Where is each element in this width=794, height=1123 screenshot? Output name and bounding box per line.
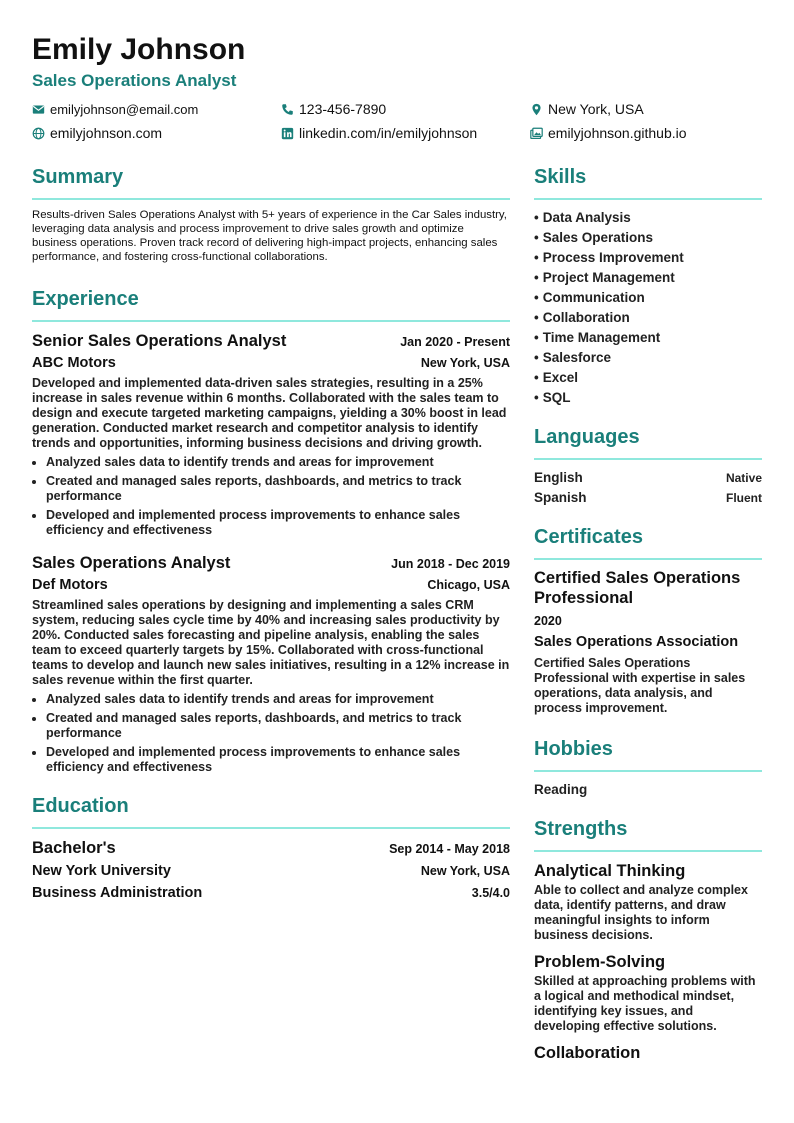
contact-location-text: New York, USA	[548, 101, 644, 117]
main-column	[32, 164, 510, 1076]
side-column	[534, 164, 762, 1076]
contact-phone-text: 123-456-7890	[299, 101, 387, 117]
contact-phone[interactable]	[281, 100, 530, 118]
skill-item: • Excel	[534, 368, 762, 388]
job-description: Streamlined sales operations by designing and implementing a sales CRM system, reducing sales cycle time by 40% and increasing sales productivity by 20%. Conducted sales forecasting and pipeline analysis, enabling the sales team to exceed quarterly targets by 15%. Collaborated with cross-functional teams to develop and launch new sales initiatives, resulting in a 12% increase in sales revenue within the first quarter.	[32, 598, 510, 687]
summary-heading: Summary	[32, 164, 510, 200]
skill-item: • Project Management	[534, 268, 762, 288]
edu-dates: Sep 2014 - May 2018	[389, 842, 510, 856]
language-level: Native	[725, 471, 762, 485]
certificates-section	[534, 524, 762, 716]
candidate-role: Sales Operations Analyst	[32, 71, 237, 90]
job-dates: Jun 2018 - Dec 2019	[391, 557, 510, 571]
education-section	[32, 793, 510, 904]
language-level: Fluent	[726, 491, 762, 505]
email-icon	[32, 103, 45, 116]
job-bullet: • Created and managed sales reports, dashboards, and metrics to track performance	[46, 711, 510, 741]
certificate-org: Sales Operations Association	[534, 634, 739, 650]
language-item	[534, 488, 762, 508]
resume-page	[32, 32, 762, 1076]
job-dates: Jan 2020 - Present	[400, 335, 510, 349]
languages-heading: Languages	[534, 424, 762, 460]
strength-title: Collaboration	[534, 1044, 641, 1062]
strengths-section	[534, 816, 762, 1064]
job-location: New York, USA	[420, 356, 510, 370]
hobbies-section	[534, 736, 762, 800]
contact-email[interactable]	[32, 100, 281, 118]
job-title: Sales Operations Analyst	[32, 554, 231, 572]
job-bullets	[32, 692, 510, 775]
strength-title: Problem-Solving	[534, 953, 666, 971]
globe-icon	[32, 127, 45, 140]
skill-item: • Data Analysis	[534, 208, 762, 228]
language-item	[534, 468, 762, 488]
contact-location	[530, 100, 762, 118]
experience-heading: Experience	[32, 286, 510, 322]
job-bullet: • Developed and implemented process improvements to enhance sales efficiency and effectiveness	[46, 508, 510, 538]
skill-item: • Process Improvement	[534, 248, 762, 268]
education-heading: Education	[32, 793, 510, 829]
skills-section	[534, 164, 762, 408]
contact-website[interactable]	[32, 124, 281, 142]
strength-description: Able to collect and analyze complex data, identify patterns, and draw meaningful insights to inform business decisions.	[534, 883, 748, 942]
hobby-item: Reading	[534, 782, 588, 797]
summary-text: Results-driven Sales Operations Analyst with 5+ years of experience in the Car Sales industry, leveraging data analysis and process improvement to drive sales growth and optimize business operations. Proven track record of delivering high-impact projects, enhancing sales performance, and fostering cross-functional collaborations.	[32, 209, 507, 263]
portfolio-icon	[530, 127, 543, 140]
edu-location: New York, USA	[420, 864, 510, 878]
strengths-heading: Strengths	[534, 816, 762, 852]
edu-school: New York University	[32, 863, 171, 879]
summary-section	[32, 164, 510, 264]
language-name: English	[534, 470, 583, 485]
job-description: Developed and implemented data-driven sales strategies, resulting in a 25% increase in sales revenue within 6 months. Collaborated with the sales team to design and execute targeted marketing campaigns, yielding a 30% boost in lead generation. Conducted market research and competitor analysis to identify trends and opportunities, informing business decisions and driving growth.	[32, 376, 507, 450]
skill-item: • SQL	[534, 388, 762, 408]
candidate-name: Emily Johnson	[32, 33, 246, 66]
contact-linkedin[interactable]	[281, 124, 530, 142]
location-icon	[530, 103, 543, 116]
skill-item: • Sales Operations	[534, 228, 762, 248]
job-title: Senior Sales Operations Analyst	[32, 332, 287, 350]
linkedin-icon	[281, 127, 294, 140]
edu-gpa: 3.5/4.0	[471, 886, 510, 900]
hobbies-heading: Hobbies	[534, 736, 762, 772]
certificates-heading: Certificates	[534, 524, 762, 560]
skill-item: • Communication	[534, 288, 762, 308]
certificate-year: 2020	[534, 614, 562, 628]
strength-title: Analytical Thinking	[534, 862, 686, 880]
languages-section	[534, 424, 762, 508]
contact-portfolio[interactable]	[530, 124, 762, 142]
phone-icon	[281, 103, 294, 116]
contact-linkedin-text: linkedin.com/in/emilyjohnson	[299, 125, 478, 141]
contact-info	[32, 100, 762, 142]
company-name: Def Motors	[32, 577, 108, 593]
experience-item	[32, 552, 510, 775]
skill-item: • Collaboration	[534, 308, 762, 328]
contact-email-text: emilyjohnson@email.com	[50, 101, 199, 117]
certificate-name: Certified Sales Operations Professional	[534, 569, 741, 607]
skill-item: • Time Management	[534, 328, 762, 348]
certificate-description: Certified Sales Operations Professional with expertise in sales operations, data analysis, and process improvement.	[534, 656, 746, 715]
job-bullets	[32, 455, 510, 538]
company-name: ABC Motors	[32, 355, 116, 371]
experience-section	[32, 286, 510, 775]
job-bullet: • Developed and implemented process improvements to enhance sales efficiency and effectiveness	[46, 745, 510, 775]
skill-item: • Salesforce	[534, 348, 762, 368]
edu-field: Business Administration	[32, 885, 203, 901]
job-bullet: • Analyzed sales data to identify trends and areas for improvement	[46, 455, 510, 470]
skills-heading: Skills	[534, 164, 762, 200]
language-name: Spanish	[534, 490, 587, 505]
contact-portfolio-text: emilyjohnson.github.io	[548, 125, 687, 141]
job-location: Chicago, USA	[427, 578, 510, 592]
job-bullet: • Analyzed sales data to identify trends and areas for improvement	[46, 692, 510, 707]
contact-website-text: emilyjohnson.com	[50, 125, 163, 141]
job-bullet: • Created and managed sales reports, dashboards, and metrics to track performance	[46, 474, 510, 504]
edu-degree: Bachelor's	[32, 839, 116, 857]
strength-description: Skilled at approaching problems with a logical and methodical mindset, identifying key issues, and developing effective solutions.	[534, 974, 756, 1033]
experience-item	[32, 330, 510, 538]
